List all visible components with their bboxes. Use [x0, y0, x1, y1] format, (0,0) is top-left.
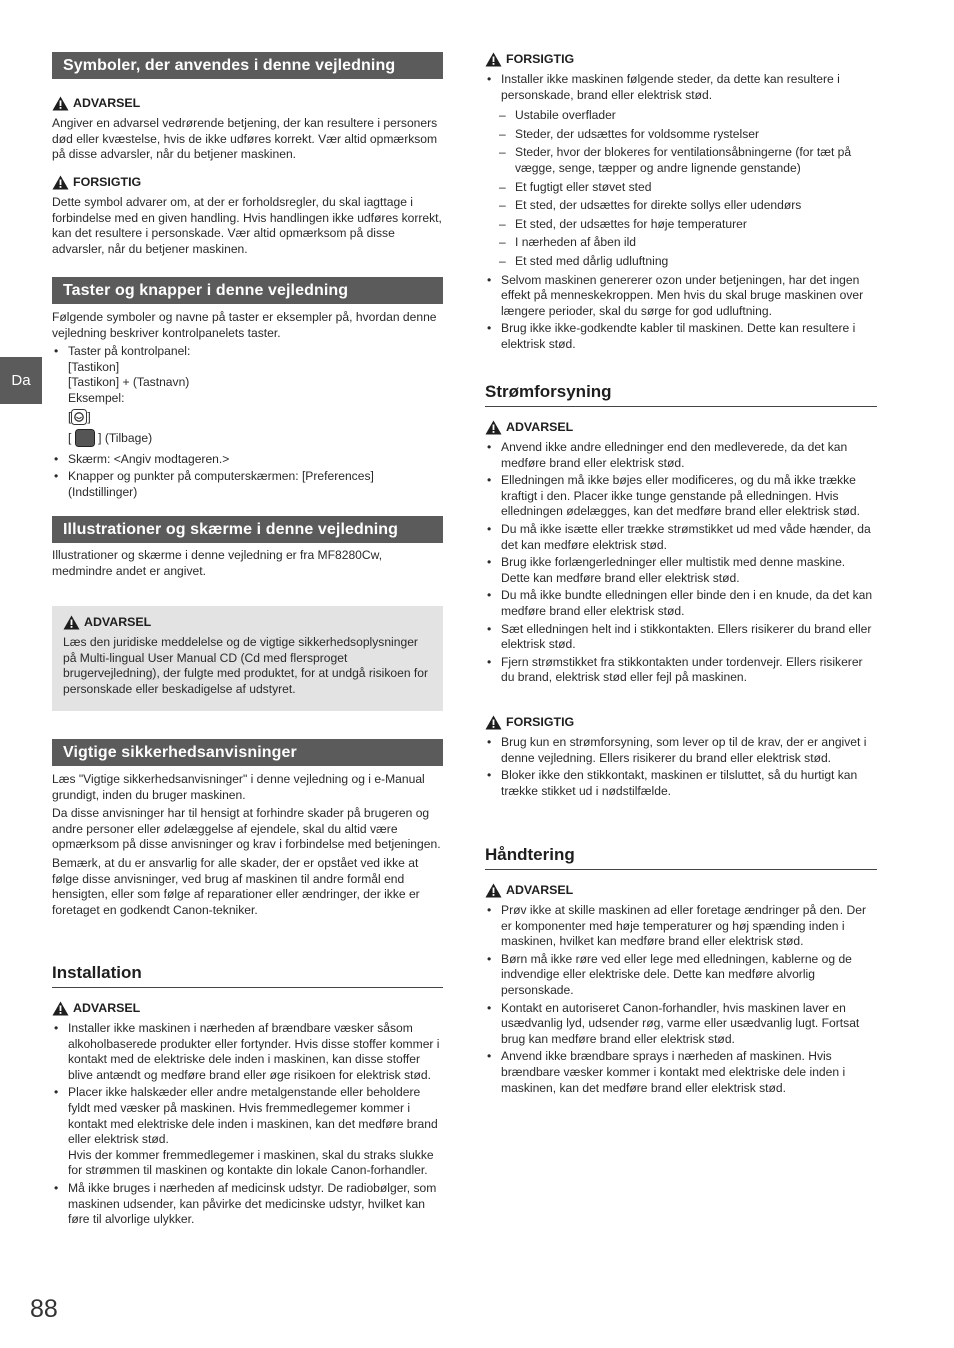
legal-note-box: [52, 606, 443, 711]
key-format-1: [Tastikon]: [68, 359, 120, 374]
list-item: • Sæt elledningen helt ind i stikkontakten. Ellers risikerer du brand eller elektrisk stød.: [485, 622, 877, 653]
symbols-caution-block: [52, 175, 443, 257]
list-item: [52, 1085, 443, 1179]
list-item: • Installer ikke maskinen i nærheden af brændbare væsker såsom alkoholbaserede produkter eller fortynder. Hvis disse stoffer kommer i kontakt med de elektriske dele inden i maskinen, kan disse stoffer blive antændt og medføre brand eller øge risikoen for elektrisk stød.: [52, 1021, 443, 1083]
sublist-item: – Et sted, der udsættes for direkte sollys eller udendørs: [485, 198, 877, 214]
caution-label: [485, 52, 877, 67]
caution-label: [52, 175, 443, 190]
note-text: Læs den juridiske meddelelse og de vigtige sikkerhedsoplysninger på Multi-lingual User Manual CD (Cd med flersproget brugervejledning), der fulgte med produktet, for at undgå risikoen for personskade eller beskadigelse af udstyret.: [63, 635, 429, 696]
warning-triangle-icon: [485, 420, 502, 435]
installation-warning-block: [52, 1001, 443, 1230]
back-key-icon: [75, 429, 95, 447]
list-item: • Må ikke bruges i nærheden af medicinsk udstyr. De radiobølger, som maskinen udsender, kan påvirke det medicinske udstyr, hvilket kan føre til alvorlige ulykker.: [52, 1181, 443, 1228]
language-tab: Da: [0, 357, 42, 404]
example-2: [68, 427, 443, 450]
keys-heading: Taster og knapper i denne vejledning: [52, 277, 443, 304]
list-item: • Du må ikke bundte elledningen eller binde den i en knude, da det kan medføre brand eller elektrisk stød.: [485, 588, 877, 619]
note-warning-label: [63, 615, 432, 630]
sublist-item: – Steder, hvor der blokeres for ventilationsåbningerne (for tæt på vægge, senge, tæpper og andre lignende genstande): [485, 145, 877, 176]
sublist-item: – Ustabile overflader: [485, 108, 877, 124]
symbols-heading: Symboler, der anvendes i denne vejledning: [52, 52, 443, 79]
warning-description: Angiver en advarsel vedrørende betjening, der kan resultere i personers død eller kvæstelse, hvis de ikke udføres korrekt. Vær altid opmærksom på disse advarsler, når du betjener maskinen.: [52, 116, 438, 162]
list-item: • Skærm: <Angiv modtageren.>: [52, 452, 443, 468]
power-heading: Strømforsyning: [485, 381, 877, 407]
sublist-item: – Et sted med dårlig udluftning: [485, 254, 877, 270]
safety-paragraph-1: Læs "Vigtige sikkerhedsanvisninger" i denne vejledning og i e-Manual grundigt, inden du bruger maskinen.: [52, 772, 425, 802]
caution-description: Dette symbol advarer om, at der er forholdsregler, du skal iagttage i forbindelse med en given handling. Hvis handlingen ikke udføres korrekt, kan det resultere i personskade. Vær altid opmærksom på disse advarsler, når du betjener maskinen.: [52, 195, 442, 256]
list-item-text: • Placer ikke halskæder eller andre metalgenstande eller beholdere fyldt med væsker på maskinen. Hvis fremmedlegemer kommer i kontakt med elektriske dele inden i maskinen, kan det medføre brand eller elektrisk stød.: [68, 1085, 438, 1147]
warning-triangle-icon: [52, 96, 69, 111]
list-item: • Anvend ikke brændbare sprays i nærheden af maskinen. Hvis brændbare væsker kommer i kontakt med elektriske dele inden i maskinen, kan det medføre brand eller elektrisk stød.: [485, 1049, 877, 1096]
sublist-item: – Et fugtigt eller støvet sted: [485, 180, 877, 196]
caution-label-text: FORSIGTIG: [506, 715, 575, 729]
list-item: • Børn må ikke røre ved eller lege med elledningen, kablerne og de indvendige eller elektriske dele. Dette kan medføre alvorlig personskade.: [485, 952, 877, 999]
warning-triangle-icon: [485, 883, 502, 898]
bracket-close: ]: [87, 409, 91, 424]
bracket-open: [: [68, 430, 72, 445]
safety-paragraph-3: Bemærk, at du er ansvarlig for alle skader, der er opstået ved ikke at følge disse anvisninger, ved brug af maskinen til andre formål end hensigten, eller som følge af reparationer eller ændringer, der ikke er foretaget en godkendt Canon-tekniker.: [52, 855, 420, 917]
list-item: • Selvom maskinen genererer ozon under betjeningen, har det ingen effekt på menneskekroppen. Men hvis du skal bruge maskinen over længere perioder, skal du sørge for god udluftning.: [485, 273, 877, 320]
energy-saver-key-icon: [71, 409, 87, 425]
list-item: • Bloker ikke den stikkontakt, maskinen er tilsluttet, så du hurtigt kan trække stikket ud i nødstilfælde.: [485, 768, 877, 799]
safety-section: [52, 772, 443, 918]
list-item: [52, 344, 443, 449]
list-item: • Elledningen må ikke bøjes eller modificeres, og du må ikke trække kraftigt i den. Placer ikke tunge genstande på elledningen. Hvis elledningen ødelægges, kan det medføre brand eller elektrisk stød.: [485, 473, 877, 520]
installation-heading: Installation: [52, 962, 443, 988]
example-label: Eksempel:: [68, 390, 125, 405]
warning-label-text: ADVARSEL: [506, 420, 574, 434]
warning-triangle-icon: [63, 615, 80, 630]
handling-heading: Håndtering: [485, 844, 877, 870]
bracket-open: [: [68, 409, 72, 424]
safety-paragraph-2: Da disse anvisninger har til hensigt at forhindre skader på brugeren og andre personer eller ødelæggelse af ejendele, skal du altid være opmærksom på disse anvisninger og krav i forbindelse med betjeningen.: [52, 806, 441, 852]
list-item: • Anvend ikke andre elledninger end den medleverede, da det kan medføre brand eller elektrisk stød.: [485, 440, 877, 471]
warning-label: [52, 96, 443, 111]
list-item: • Brug ikke forlængerledninger eller multistik med denne maskine. Dette kan medføre brand eller elektrisk stød.: [485, 555, 877, 586]
warning-triangle-icon: [485, 52, 502, 67]
list-item: • Brug ikke ikke-godkendte kabler til maskinen. Dette kan resultere i elektrisk stød.: [485, 321, 877, 352]
back-label: ] (Tilbage): [98, 430, 153, 445]
keys-section: [52, 310, 443, 502]
keys-intro: Følgende symboler og navne på taster er eksempler på, hvordan denne vejledning beskriver kontrolpanelets taster.: [52, 310, 437, 340]
key-format-2: [Tastikon] + (Tastnavn): [68, 375, 190, 390]
warning-label: [52, 1001, 443, 1016]
caution-label: [485, 715, 877, 730]
list-item: • Brug kun en strømforsyning, som lever op til de krav, der er angivet i denne vejledning. Ellers risikerer du brand eller elektrisk stød.: [485, 735, 877, 766]
list-item: • Fjern strømstikket fra stikkontakten under tordenvejr. Ellers risikerer du brand, elektrisk stød eller fejl på maskinen.: [485, 655, 877, 686]
symbols-warning-block: [52, 96, 443, 163]
warning-label-text: ADVARSEL: [506, 883, 574, 897]
power-warning-list: [485, 440, 877, 686]
list-item: [485, 72, 877, 270]
page-number: 88: [30, 1295, 58, 1323]
installation-list: [52, 1021, 443, 1228]
list-item: • Prøv ikke at skille maskinen ad eller foretage ændringer på den. Der er komponenter med høje temperaturer og høj spænding inden i maskinen, hvilket kan medføre brand eller elektrisk stød.: [485, 903, 877, 950]
list-item-text: • Installer ikke maskinen følgende steder, da dette kan resultere i personskade, brand eller elektrisk stød.: [501, 72, 840, 102]
handling-list: [485, 903, 877, 1096]
power-caution-block: [485, 715, 877, 801]
warning-label: [485, 883, 877, 898]
list-item: • Du må ikke isætte eller trække strømstikket ud med våde hænder, da det kan medføre elektrisk stød.: [485, 522, 877, 553]
list-item: • Kontakt en autoriseret Canon-forhandler, hvis maskinen laver en usædvanlig lyd, udsender røg, varme eller usædvanlig lugt. Fortsat brug kan medføre brand eller elektrisk stød.: [485, 1001, 877, 1048]
sublist-item: – Et sted, der udsættes for høje temperaturer: [485, 217, 877, 233]
caution-list: [485, 72, 877, 353]
sublist-item: – Steder, der udsættes for voldsomme rystelser: [485, 127, 877, 143]
warning-label-text: ADVARSEL: [73, 1001, 141, 1015]
handling-warning-block: [485, 883, 877, 1098]
illustrations-text: Illustrationer og skærme i denne vejledning er fra MF8280Cw, medmindre andet er angivet.: [52, 548, 383, 578]
warning-label-text: ADVARSEL: [73, 96, 141, 110]
sublist-item: – I nærheden af åben ild: [485, 235, 877, 251]
panel-keys-label: • Taster på kontrolpanel:: [68, 344, 191, 359]
list-item-text: Hvis der kommer fremmedlegemer i maskinen, skal du straks slukke for strømmen til maskinen og kontakte din lokale Canon-forhandler.: [68, 1147, 434, 1178]
power-warning-block: [485, 420, 877, 688]
warning-triangle-icon: [52, 175, 69, 190]
caution-label-text: FORSIGTIG: [506, 52, 575, 66]
location-sublist: [485, 108, 877, 269]
installation-caution-block: [485, 52, 877, 355]
illustrations-heading: Illustrationer og skærme i denne vejledning: [52, 516, 443, 543]
power-caution-list: [485, 735, 877, 799]
example-1: [68, 407, 443, 427]
caution-label-text: FORSIGTIG: [73, 175, 142, 189]
warning-label: [485, 420, 877, 435]
safety-heading: Vigtige sikkerhedsanvisninger: [52, 739, 443, 766]
warning-triangle-icon: [52, 1001, 69, 1016]
keys-list: [52, 344, 443, 500]
list-item: • Knapper og punkter på computerskærmen: [Preferences] (Indstillinger): [52, 469, 443, 500]
warning-triangle-icon: [485, 715, 502, 730]
note-label-text: ADVARSEL: [84, 615, 152, 629]
